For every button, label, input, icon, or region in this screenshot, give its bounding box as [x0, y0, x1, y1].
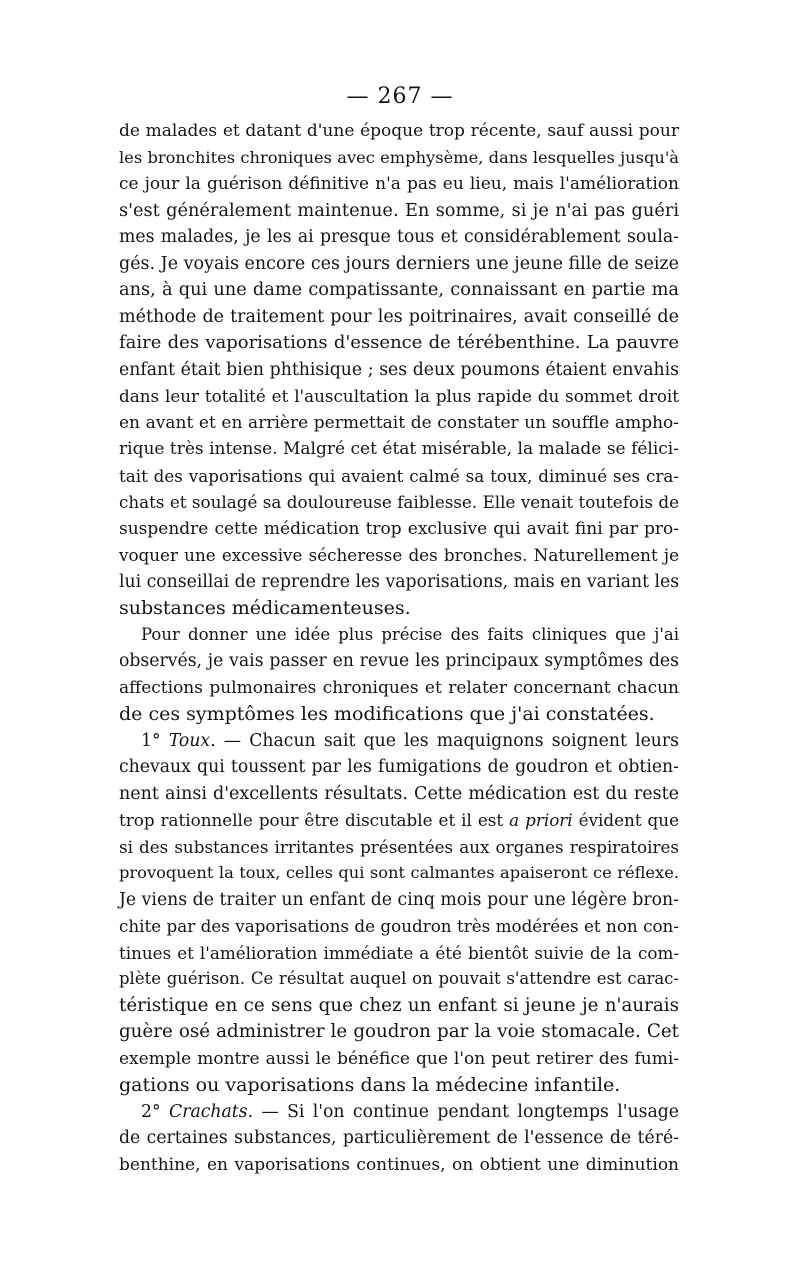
text-line: ce jour la guérison définitive n'a pas eu lieu, mais l'amélioration: [119, 174, 679, 194]
text-line: si des substances irritantes présentées aux organes respiratoires: [119, 836, 679, 857]
section-title: Toux.: [168, 730, 216, 751]
text-line: dans leur totalité et l'auscultation la plus rapide du sommet droit: [119, 386, 679, 406]
text-line: mes malades, je les ai presque tous et considérablement soula-: [119, 227, 679, 247]
text-line: guère osé administrer le goudron par la voie stomacale. Cet: [119, 1021, 679, 1042]
section-number: 1°: [141, 730, 161, 751]
text-line: gés. Je voyais encore ces jours derniers une jeune fille de seize: [119, 253, 679, 274]
text-line: enfant était bien phthisique ; ses deux poumons étaient envahis: [119, 359, 679, 380]
text-line: gations ou vaporisations dans la médecine infantile.: [119, 1074, 621, 1096]
section-number: 2°: [141, 1101, 161, 1122]
text-line: s'est généralement maintenue. En somme, si je n'ai pas guéri: [119, 200, 679, 221]
text-line: de malades et datant d'une époque trop récente, sauf aussi pour: [119, 121, 679, 141]
text-line: affections pulmonaires chroniques et relater concernant chacun: [119, 677, 679, 698]
text-line: rique très intense. Malgré cet état misérable, la malade se félici-: [119, 439, 679, 459]
italic-phrase: a priori: [509, 810, 573, 830]
text-line: voquer une excessive sécheresse des bronches. Naturellement je: [119, 545, 679, 565]
text-line: observés, je vais passer en revue les principaux symptômes des: [119, 651, 679, 671]
text-line: lui conseillai de reprendre les vaporisations, mais en variant les: [119, 571, 680, 592]
text-line: plète guérison. Ce résultat auquel on pouvait s'attendre est carac-: [119, 969, 679, 988]
section-title: Crachats.: [169, 1101, 254, 1122]
text-line: de ces symptômes les modifications que j'ai constatées.: [119, 703, 655, 725]
text-line: tait des vaporisations qui avaient calmé sa toux, diminué ses cra-: [119, 465, 679, 486]
text-fragment: trop rationnelle pour être discutable et il est: [119, 810, 510, 830]
text-line: chevaux qui toussent par les fumigations de goudron et obtien-: [119, 757, 679, 777]
text-line: chite par des vaporisations de goudron très modérées et non con-: [119, 916, 679, 936]
text-fragment: évident que: [572, 810, 679, 830]
text-line: [119, 807, 679, 834]
section-lead-line: [119, 728, 679, 755]
text-line: Pour donner une idée plus précise des faits cliniques que j'ai: [141, 624, 679, 644]
text-line: nent ainsi d'excellents résultats. Cette médication est du reste: [119, 783, 679, 804]
text-line: ans, à qui une dame compatissante, connaissant en partie ma: [119, 280, 679, 300]
section-lead-text: — Si l'on continue pendant longtemps l'usage: [253, 1101, 680, 1122]
text-line: téristique en ce sens que chez un enfant si jeune je n'aurais: [119, 994, 679, 1016]
text-line: Je viens de traiter un enfant de cinq mois pour une légère bron-: [119, 889, 679, 910]
body-text: [119, 118, 679, 1178]
text-line: chats et soulagé sa douloureuse faiblesse. Elle venait toutefois de: [119, 492, 679, 512]
text-line: provoquent la toux, celles qui sont calmantes apaiseront ce réflexe.: [119, 863, 679, 882]
text-line: méthode de traitement pour les poitrinaires, avait conseillé de: [119, 306, 679, 327]
section-lead-line: [119, 1099, 679, 1126]
text-line: de certaines substances, particulièrement de l'essence de téré-: [119, 1128, 679, 1148]
text-line: les bronchites chroniques avec emphysème, dans lesquelles jusqu'à: [119, 147, 679, 167]
page-number: — 267 —: [346, 84, 454, 109]
text-line: exemple montre aussi le bénéfice que l'on peut retirer des fumi-: [119, 1048, 679, 1069]
text-line: en avant et en arrière permettait de constater un souffle ampho-: [119, 412, 679, 433]
section-lead-text: — Chacun sait que les maquignons soignent leurs: [215, 730, 680, 751]
text-line: tinues et l'amélioration immédiate a été bientôt suivie de la com-: [119, 942, 679, 963]
text-line: benthine, en vaporisations continues, on obtient une diminution: [119, 1154, 679, 1175]
text-line: suspendre cette médication trop exclusive qui avait fini par pro-: [119, 518, 679, 539]
text-line: substances médicamenteuses.: [119, 597, 411, 619]
text-line: faire des vaporisations d'essence de térébenthine. La pauvre: [119, 332, 679, 353]
